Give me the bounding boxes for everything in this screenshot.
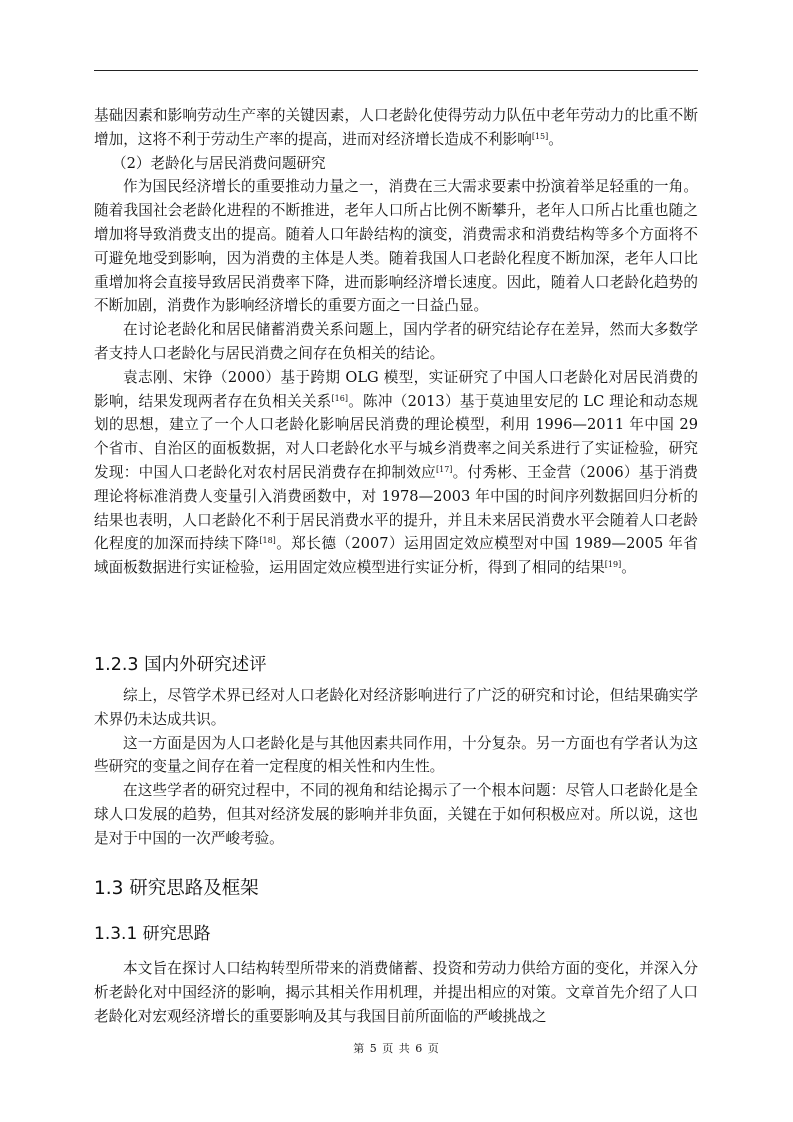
paragraph: 这一方面是因为人口老龄化是与其他因素共同作用，十分复杂。另一方面也有学者认为这些研究的变量之间存在着一定程度的相关性和内生性。 <box>94 734 698 776</box>
paragraph: 基础因素和影响劳动生产率的关键因素，人口老龄化使得劳动力队伍中老年劳动力的比重不断增加，这将不利于劳动生产率的提高，进而对经济增长造成不利影响[15]。 <box>94 107 698 148</box>
paragraph: 作为国民经济增长的重要推动力量之一，消费在三大需求要素中扮演着举足轻重的一角。随着我国社会老龄化进程的不断推进，老年人口所占比例不断攀升，老年人口所占比重也随之增加将导致消费支出的提高。随着人口年龄结构的演变，消费需求和消费结构等多个方面将不可避免地受到影响，因为消费的主体是人类。随着我国人口老龄化程度不断加深，老年人口比重增加将会直接导致居民消费率下降，进而影响经济增长速度。因此，随着人口老龄化趋势的不断加剧，消费作为影响经济增长的重要方面之一日益凸显。 <box>94 178 698 315</box>
paragraph: 在讨论老龄化和居民储蓄消费关系问题上，国内学者的研究结论存在差异，然而大多数学者支持人口老龄化与居民消费之间存在负相关的结论。 <box>94 321 698 362</box>
section-heading-1-3: 1.3 研究思路及框架 <box>94 878 259 899</box>
citation[interactable]: [16] <box>331 393 348 403</box>
section-1-3-1-body <box>94 957 698 1028</box>
section-1-2-2-body <box>94 104 698 580</box>
citation[interactable]: [18] <box>259 536 276 546</box>
paragraph: 综上，尽管学术界已经对人口老龄化对经济影响进行了广泛的研究和讨论，但结果确实学术界仍未达成共识。 <box>94 687 698 728</box>
subheading-consumption: （2）老龄化与居民消费问题研究 <box>112 154 326 172</box>
paragraph: 袁志刚、宋铮（2000）基于跨期 OLG 模型，实证研究了中国人口老龄化对居民消费的影响，结果发现两者存在负相关关系[16]。陈冲（2013）基于莫迪里安尼的 LC 理论和动态规划的思想，建立了一个人口老龄化影响居民消费的理论模型，利用 1996—2011 年中国 29 个省市、自治区的面板数据，对人口老龄化水平与城乡消费率之间关系进行了实证检验，研究发现：中国人口老龄化对农村居民消费存在抑制效应[17]。付秀彬、王金营（2006）基于消费理论将标准消费人变量引入消费函数中，对 1978—2003 年中国的时间序列数据回归分析的结果也表明，人口老龄化不利于居民消费水平的提升，并且未来居民消费水平会随着人口老龄化程度的加深而持续下降[18]。郑长德（2007）运用固定效应模型对中国 1989—2005 年省域面板数据进行实证检验，运用固定效应模型进行实证分析，得到了相同的结果[19]。 <box>94 368 698 577</box>
citation[interactable]: [19] <box>604 560 622 570</box>
paragraph: 本文旨在探讨人口结构转型所带来的消费储蓄、投资和劳动力供给方面的变化，并深入分析老龄化对中国经济的影响，揭示其相关作用机理，并提出相应的对策。文章首先介绍了人口老龄化对宏观经济增长的重要影响及其与我国目前所面临的严峻挑战之 <box>94 960 698 1025</box>
header-rule <box>94 70 698 71</box>
section-1-2-3-body <box>94 684 698 851</box>
section-heading-1-2-3: 1.2.3 国内外研究述评 <box>94 655 267 675</box>
section-heading-1-3-1: 1.3.1 研究思路 <box>94 924 211 944</box>
page-footer: 第 5 页 共 6 页 <box>353 1042 440 1055</box>
citation[interactable]: [17] <box>435 464 453 474</box>
paragraph: 在这些学者的研究过程中，不同的视角和结论揭示了一个根本问题：尽管人口老龄化是全球人口发展的趋势，但其对经济发展的影响并非负面，关键在于如何积极应对。所以说，这也是对于中国的一次严峻考验。 <box>94 782 698 847</box>
citation[interactable]: [15] <box>531 131 549 141</box>
